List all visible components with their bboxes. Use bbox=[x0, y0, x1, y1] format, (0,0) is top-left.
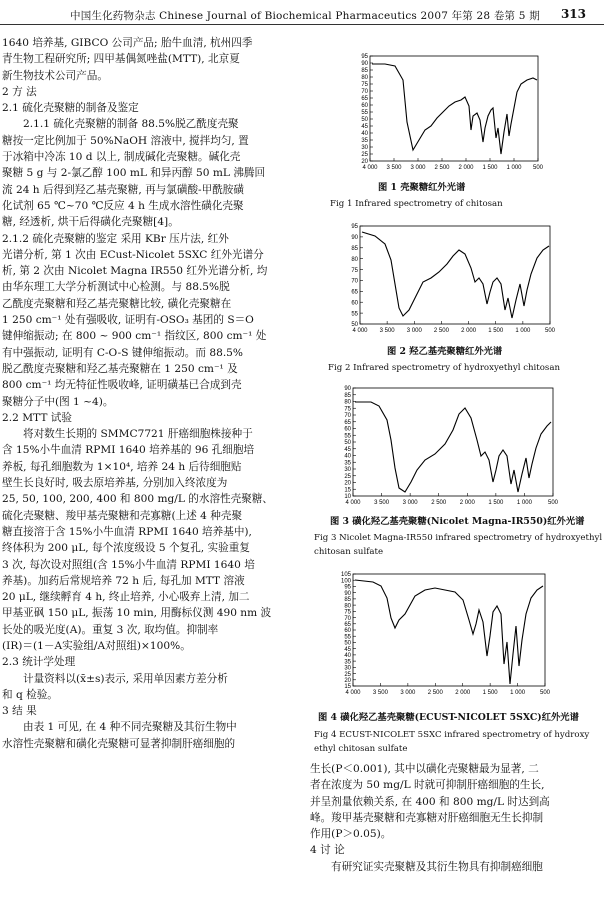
y-tick-label: 30 bbox=[344, 665, 351, 672]
y-tick-label: 35 bbox=[344, 460, 351, 467]
y-tick-label: 55 bbox=[361, 110, 368, 117]
x-tick-label: 1 000 bbox=[510, 690, 526, 696]
y-tick-label: 65 bbox=[344, 419, 351, 426]
y-tick-label: 30 bbox=[344, 467, 351, 474]
y-tick-label: 10 bbox=[344, 494, 351, 501]
y-tick-label: 60 bbox=[344, 628, 351, 635]
y-tick-label: 55 bbox=[351, 311, 358, 318]
y-tick-label: 70 bbox=[351, 278, 358, 285]
text-line: 糖直接溶于含 15%小牛血清 RPMI 1640 培养基中), bbox=[2, 525, 252, 538]
text-line: 养基)。加药后常规培养 72 h 后, 每孔加 MTT 溶液 bbox=[2, 574, 245, 587]
x-tick-label: 2 500 bbox=[433, 328, 449, 334]
section-heading-results: 3 结 果 bbox=[2, 705, 37, 718]
text-line: 水溶性壳聚糖和磺化壳聚糖可显著抑制肝癌细胞的 bbox=[2, 737, 236, 750]
subsection-heading: 2.2 MTT 试验 bbox=[2, 411, 72, 424]
x-tick-label: 4 000 bbox=[345, 690, 361, 696]
y-tick-label: 35 bbox=[361, 138, 368, 145]
y-tick-label: 80 bbox=[344, 399, 351, 406]
subsection-heading: 2.3 统计学处理 bbox=[2, 656, 76, 669]
figure-3-caption-en-1: Fig 3 Nicolet Magna-IR550 infrared spectrometry of hydroxyethyl bbox=[314, 533, 603, 543]
text-line: 1 250 cm⁻¹ 处有强吸收, 证明有-OSO₃ 基团的 S＝O bbox=[2, 314, 254, 327]
y-tick-label: 70 bbox=[361, 89, 368, 96]
text-line: 20 μL, 继续孵育 4 h, 终止培养, 小心吸弃上清, 加二 bbox=[2, 591, 250, 604]
x-tick-label: 4 000 bbox=[362, 165, 378, 171]
y-tick-label: 95 bbox=[361, 54, 368, 61]
header-rule bbox=[0, 24, 604, 25]
text-line: 2.1.1 硫化壳聚糖的制备 88.5%脱乙酰度壳聚 bbox=[23, 118, 239, 131]
x-tick-label: 3 500 bbox=[374, 500, 390, 506]
y-tick-label: 15 bbox=[344, 487, 351, 494]
x-tick-label: 2 000 bbox=[459, 500, 475, 506]
y-tick-label: 50 bbox=[351, 322, 358, 329]
x-tick-label: 500 bbox=[539, 690, 551, 696]
y-tick-label: 65 bbox=[344, 621, 351, 628]
text-line: 长处的吸光度(A)。重复 3 次, 取均值。抑制率 bbox=[2, 623, 219, 636]
y-tick-label: 50 bbox=[361, 117, 368, 124]
y-tick-label: 20 bbox=[361, 159, 368, 166]
figure-2-caption-zh: 图 2 羟乙基壳聚糖红外光谱 bbox=[387, 346, 503, 357]
y-tick-label: 90 bbox=[344, 590, 351, 597]
y-tick-label: 75 bbox=[344, 406, 351, 413]
y-tick-label: 25 bbox=[361, 152, 368, 159]
text-line: 流 24 h 后得到羟乙基壳聚糖, 再与氯磺酸-甲酰胺磺 bbox=[2, 183, 244, 196]
plot-frame bbox=[353, 388, 553, 496]
text-line: 键伸缩振动; 在 800 ~ 900 cm⁻¹ 指纹区, 800 cm⁻¹ 处 bbox=[2, 330, 267, 343]
text-line: 壁生长良好时, 吸去原培养基, 分别加入终浓度为 bbox=[2, 477, 228, 490]
text-line: 和 q 检验。 bbox=[2, 688, 58, 701]
x-tick-label: 2 500 bbox=[434, 165, 450, 171]
y-tick-label: 25 bbox=[344, 671, 351, 678]
page-number: 313 bbox=[560, 7, 586, 21]
text-line: 养板, 每孔细胞数为 1×10⁴, 培养 24 h 后待细胞贴 bbox=[2, 460, 242, 473]
y-tick-label: 75 bbox=[351, 267, 358, 274]
x-tick-label: 500 bbox=[547, 500, 559, 506]
text-line: 由华东理工大学分析测试中心检测。与 88.5%脱 bbox=[2, 281, 230, 294]
text-line: 生长(P＜0.001), 其中以磺化壳聚糖最为显著, 二 bbox=[310, 763, 539, 775]
y-tick-label: 90 bbox=[361, 61, 368, 68]
text-line: 硫化壳聚糖、羧甲基壳聚糖和壳寡糖(上述 4 种壳聚 bbox=[2, 509, 243, 522]
figure-1-caption-zh: 图 1 壳聚糖红外光谱 bbox=[378, 182, 466, 193]
text-line: 聚糖 5 g 与 2-氯乙醇 100 mL 和异丙醇 50 mL 沸腾回 bbox=[2, 167, 266, 180]
y-tick-label: 60 bbox=[344, 426, 351, 433]
x-tick-label: 1 000 bbox=[516, 500, 532, 506]
figure-4-caption-zh: 图 4 磺化羟乙基壳聚糖(ECUST-NICOLET 5SXC)红外光谱 bbox=[318, 712, 579, 723]
y-tick-label: 100 bbox=[340, 578, 351, 585]
section-heading-discussion: 4 讨 论 bbox=[310, 844, 345, 857]
x-tick-label: 3 000 bbox=[410, 165, 426, 171]
x-tick-label: 4 000 bbox=[345, 500, 361, 506]
spectrum-line bbox=[355, 402, 551, 492]
y-tick-label: 45 bbox=[344, 646, 351, 653]
y-tick-label: 50 bbox=[344, 440, 351, 447]
text-line: 3 次, 每次设对照组(含 15%小牛血清 RPMI 1640 培 bbox=[2, 558, 255, 571]
y-tick-label: 85 bbox=[344, 597, 351, 604]
journal-title: 中国生化药物杂志 Chinese Journal of Biochemical Pharmaceutics 2007 年第 28 卷第 5 期 bbox=[70, 10, 540, 22]
text-line: 25, 50, 100, 200, 400 和 800 mg/L 的水溶性壳聚糖、 bbox=[2, 493, 274, 506]
x-tick-label: 2 500 bbox=[427, 690, 443, 696]
text-line: 将对数生长期的 SMMC7721 肝癌细胞株接种于 bbox=[23, 428, 253, 441]
x-tick-label: 1 500 bbox=[488, 500, 504, 506]
x-tick-label: 2 500 bbox=[431, 500, 447, 506]
figure-1-caption-en: Fig 1 Infrared spectrometry of chitosan bbox=[330, 199, 503, 209]
ir-spectrum-figure-4 bbox=[315, 570, 555, 702]
text-line: 析, 第 2 次由 Nicolet Magna IR550 红外光谱分析, 均 bbox=[2, 265, 268, 278]
ir-spectrum-figure-3 bbox=[315, 384, 565, 512]
text-line: 有研究证实壳聚糖及其衍生物具有抑制癌细胞 bbox=[331, 860, 543, 873]
x-tick-label: 4 000 bbox=[352, 328, 368, 334]
text-line: 1640 培养基, GIBCO 公司产品; 胎牛血清, 杭州四季 bbox=[2, 37, 253, 49]
x-tick-label: 500 bbox=[544, 328, 555, 334]
x-tick-label: 2 000 bbox=[461, 328, 477, 334]
plot-frame bbox=[360, 226, 550, 324]
text-line: 聚糖分子中(图 1 ~4)。 bbox=[2, 395, 114, 408]
x-tick-label: 3 000 bbox=[400, 690, 416, 696]
y-tick-label: 95 bbox=[351, 224, 358, 231]
y-tick-label: 70 bbox=[344, 615, 351, 622]
y-tick-label: 65 bbox=[361, 96, 368, 103]
text-line: 由表 1 可见, 在 4 种不同壳聚糖及其衍生物中 bbox=[23, 721, 237, 734]
x-tick-label: 500 bbox=[532, 165, 544, 171]
plot-frame bbox=[370, 56, 538, 161]
text-line: 800 cm⁻¹ 均无特征性吸收峰, 证明磺基已合成到壳 bbox=[2, 379, 242, 392]
text-line: 甲基亚砜 150 μL, 振荡 10 min, 用酶标仪测 490 nm 波 bbox=[2, 607, 272, 620]
spectrum-line bbox=[372, 64, 537, 154]
text-line: 作用(P＞0.05)。 bbox=[310, 828, 392, 841]
x-tick-label: 3 000 bbox=[402, 500, 418, 506]
figure-2-caption-en: Fig 2 Infrared spectrometry of hydroxyethyl chitosan bbox=[328, 363, 561, 373]
y-tick-label: 60 bbox=[361, 103, 368, 110]
text-line: 峰。羧甲基壳聚糖和壳寡糖对肝癌细胞无生长抑制 bbox=[310, 811, 544, 824]
y-tick-label: 45 bbox=[344, 446, 351, 453]
y-tick-label: 40 bbox=[344, 653, 351, 660]
figure-3-caption-zh: 图 3 磺化羟乙基壳聚糖(Nicolet Magna-IR550)红外光谱 bbox=[330, 516, 585, 527]
y-tick-label: 90 bbox=[351, 235, 358, 242]
text-line: 光谱分析, 第 1 次由 ECust-Nicolet 5SXC 红外光谱分 bbox=[2, 248, 264, 261]
text-line: 新生物技术公司产品。 bbox=[2, 69, 108, 82]
y-tick-label: 75 bbox=[361, 82, 368, 89]
text-line: 化试剂 65 ℃~70 ℃反应 4 h 生成水溶性磺化壳聚 bbox=[2, 199, 244, 212]
subsection-heading: 2.1 硫化壳聚糖的制备及鉴定 bbox=[2, 102, 139, 115]
x-tick-label: 3 000 bbox=[406, 328, 422, 334]
text-line: 终体积为 200 μL, 每个浓度级设 5 个复孔, 实验重复 bbox=[2, 542, 250, 555]
y-tick-label: 85 bbox=[361, 68, 368, 75]
text-line: 青生物工程研究所; 四甲基偶氮唑盐(MTT), 北京夏 bbox=[2, 53, 240, 66]
ir-spectrum-figure-2 bbox=[315, 220, 555, 342]
y-tick-label: 65 bbox=[351, 289, 358, 296]
y-tick-label: 50 bbox=[344, 640, 351, 647]
left-column bbox=[2, 35, 294, 752]
x-tick-label: 1 500 bbox=[488, 328, 504, 334]
y-tick-label: 95 bbox=[344, 584, 351, 591]
x-tick-label: 2 000 bbox=[458, 165, 474, 171]
x-tick-label: 3 500 bbox=[372, 690, 388, 696]
section-heading-methods: 2 方 法 bbox=[2, 85, 37, 98]
x-tick-label: 3 500 bbox=[379, 328, 395, 334]
x-tick-label: 3 500 bbox=[386, 165, 402, 171]
y-tick-label: 20 bbox=[344, 677, 351, 684]
figure-3-caption-en-2: chitosan sulfate bbox=[314, 547, 384, 557]
ir-spectrum-figure-1 bbox=[315, 50, 555, 178]
y-tick-label: 80 bbox=[351, 256, 358, 263]
y-tick-label: 75 bbox=[344, 609, 351, 616]
y-tick-label: 25 bbox=[344, 473, 351, 480]
y-tick-label: 15 bbox=[344, 684, 351, 691]
x-tick-label: 1 000 bbox=[515, 328, 531, 334]
figure-4-caption-en-1: Fig 4 ECUST-NICOLET 5SXC infrared spectrometry of hydroxy bbox=[314, 730, 590, 740]
text-line: 2.1.2 硫化壳聚糖的鉴定 采用 KBr 压片法, 红外 bbox=[2, 232, 229, 245]
y-tick-label: 80 bbox=[361, 75, 368, 82]
y-tick-label: 45 bbox=[361, 124, 368, 131]
y-tick-label: 40 bbox=[344, 453, 351, 460]
x-tick-label: 1 000 bbox=[506, 165, 522, 171]
y-tick-label: 20 bbox=[344, 480, 351, 487]
y-tick-label: 55 bbox=[344, 634, 351, 641]
x-tick-label: 1 500 bbox=[482, 165, 498, 171]
text-line: 者在浓度为 50 mg/L 时就可抑制肝癌细胞的生长, bbox=[310, 779, 545, 792]
x-tick-label: 1 500 bbox=[482, 690, 498, 696]
text-line: 有中强振动, 证明有 C-O-S 键伸缩振动。而 88.5% bbox=[2, 346, 243, 359]
y-tick-label: 105 bbox=[340, 572, 351, 579]
text-line: 乙酰度壳聚糖和羟乙基壳聚糖比较, 磺化壳聚糖在 bbox=[2, 297, 232, 310]
x-tick-label: 2 000 bbox=[455, 690, 471, 696]
spectrum-line bbox=[362, 232, 549, 318]
y-tick-label: 40 bbox=[361, 131, 368, 138]
text-line: 脱乙酰度壳聚糖和羟乙基壳聚糖在 1 250 cm⁻¹ 及 bbox=[2, 362, 238, 375]
y-tick-label: 85 bbox=[344, 392, 351, 399]
y-tick-label: 60 bbox=[351, 300, 358, 307]
y-tick-label: 90 bbox=[344, 386, 351, 393]
y-tick-label: 85 bbox=[351, 245, 358, 252]
right-column-text bbox=[310, 761, 600, 875]
spectrum-line bbox=[355, 580, 543, 684]
y-tick-label: 80 bbox=[344, 603, 351, 610]
figure-4-caption-en-2: ethyl chitosan sulfate bbox=[314, 744, 408, 754]
y-tick-label: 30 bbox=[361, 145, 368, 152]
text-line: 于冰箱中冷冻 10 d 以上, 制成碱化壳聚糖。碱化壳 bbox=[2, 151, 241, 164]
text-line: 含 15%小牛血清 RPMI 1640 培养基的 96 孔细胞培 bbox=[2, 444, 255, 457]
text-line: 糖, 经透析, 烘干后得磺化壳聚糖[4]。 bbox=[2, 216, 179, 229]
y-tick-label: 35 bbox=[344, 659, 351, 666]
text-line: 并呈剂量依赖关系, 在 400 和 800 mg/L 时达到高 bbox=[310, 795, 550, 808]
y-tick-label: 70 bbox=[344, 413, 351, 420]
formula-line: (IR)＝(1－A实验组/A对照组)×100%。 bbox=[2, 639, 191, 652]
y-tick-label: 55 bbox=[344, 433, 351, 440]
running-header bbox=[0, 0, 604, 26]
text-line: 糖按一定比例加于 50%NaOH 溶液中, 搅拌均匀, 置 bbox=[2, 134, 249, 147]
text-line: 计量资料以(x̄±s)表示, 采用单因素方差分析 bbox=[23, 672, 228, 685]
